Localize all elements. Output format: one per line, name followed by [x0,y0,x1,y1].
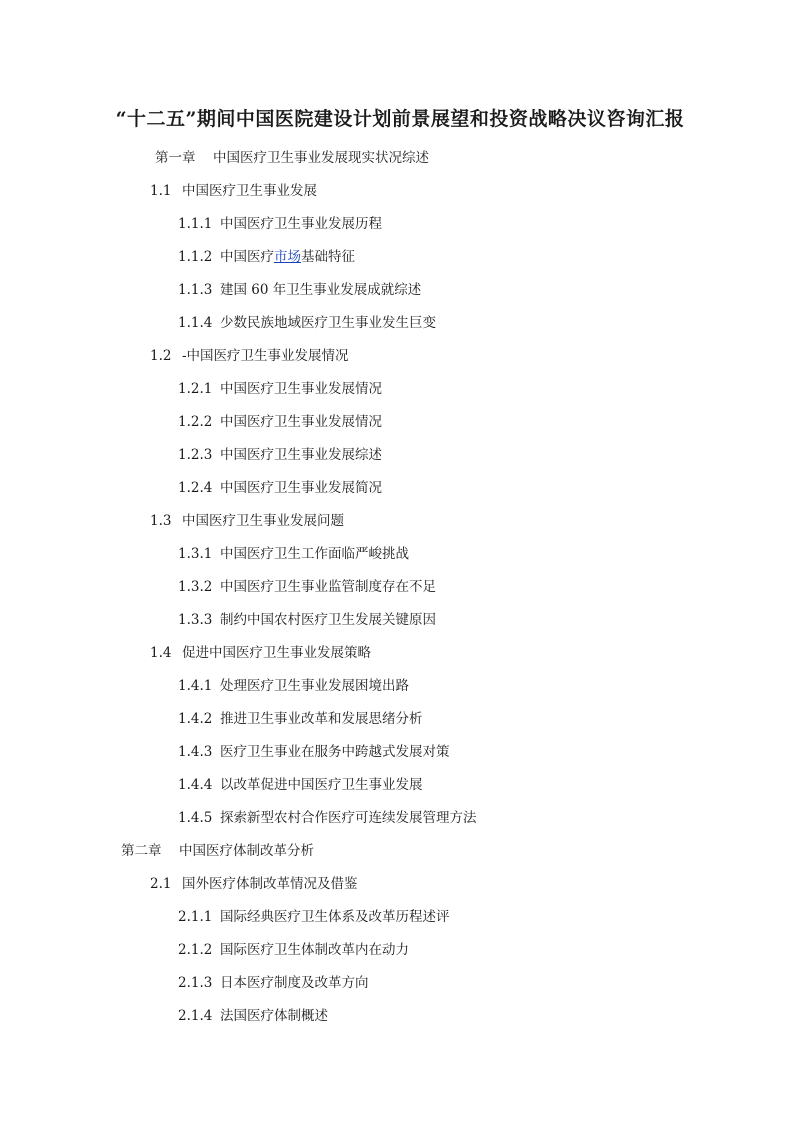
toc-text: 日本医疗制度及改革方向 [220,975,369,991]
toc-text: 中国医疗卫生事业发展简况 [220,480,382,496]
toc-subsection-1-1-4 [178,313,436,333]
toc-subsection-1-2-2 [178,412,382,432]
toc-text: 中国医疗卫生事业发展问题 [182,513,344,529]
document-title: “十二五”期间中国医院建设计划前景展望和投资战略决议咨询汇报 [115,108,685,130]
toc-subsection-1-2-3 [178,445,382,465]
toc-text: 推进卫生事业改革和发展思绪分析 [220,711,423,727]
toc-text: 中国医疗卫生事业监管制度存在不足 [220,579,436,595]
toc-number: 1.4.4 [178,777,213,793]
toc-text: 处理医疗卫生事业发展困境出路 [220,678,409,694]
toc-subsection-1-4-2 [178,709,423,729]
toc-chapter-2 [121,841,314,861]
toc-text: 中国医疗卫生事业发展历程 [220,216,382,232]
toc-text: 以改革促进中国医疗卫生事业发展 [220,777,423,793]
toc-text: 国外医疗体制改革情况及借鉴 [182,876,358,892]
toc-text: 中国医疗卫生事业发展情况 [220,414,382,430]
toc-number: 1.2.3 [178,447,213,463]
toc-number: 1.4.3 [178,744,213,760]
toc-text-after-link: 基础特征 [301,249,355,265]
toc-text: 促进中国医疗卫生事业发展策略 [182,645,371,661]
toc-number: 1.3 [150,513,172,529]
toc-section-1-4 [150,643,371,663]
toc-number: 1.1.3 [178,282,213,298]
toc-subsection-2-1-2 [178,940,409,960]
toc-subsection-2-1-1 [178,907,450,927]
toc-subsection-1-1-2 [178,247,355,267]
toc-number: 1.2.2 [178,414,213,430]
toc-subsection-1-4-1 [178,676,409,696]
toc-text: 少数民族地域医疗卫生事业发生巨变 [220,315,436,331]
toc-number: 第二章 [121,843,162,859]
toc-number: 1.1.2 [178,249,213,265]
toc-subsection-2-1-4 [178,1006,328,1026]
toc-number: 1.1 [150,183,172,199]
toc-text-before-link: 中国医疗 [220,249,274,265]
toc-number: 1.3.1 [178,546,213,562]
toc-text: 中国医疗卫生事业发展综述 [220,447,382,463]
toc-section-1-3 [150,511,344,531]
toc-text: 建国 60 年卫生事业发展成就综述 [220,282,422,298]
toc-subsection-1-1-1 [178,214,382,234]
toc-section-1-2 [150,346,349,366]
toc-subsection-1-2-4 [178,478,382,498]
toc-subsection-1-4-5 [178,808,477,828]
toc-subsection-2-1-3 [178,973,369,993]
toc-subsection-1-3-2 [178,577,436,597]
toc-subsection-1-4-3 [178,742,450,762]
toc-text: 国际医疗卫生体制改革内在动力 [220,942,409,958]
toc-subsection-1-2-1 [178,379,382,399]
toc-number: 2.1.4 [178,1008,213,1024]
toc-number: 第一章 [155,150,196,166]
toc-number: 1.4 [150,645,172,661]
toc-chapter-1 [155,148,429,168]
toc-number: 2.1.1 [178,909,213,925]
toc-text: 中国医疗卫生工作面临严峻挑战 [220,546,409,562]
toc-text: 探索新型农村合作医疗可连续发展管理方法 [220,810,477,826]
toc-text: 中国医疗卫生事业发展现实状况综述 [213,150,429,166]
toc-subsection-1-3-1 [178,544,409,564]
toc-number: 2.1.3 [178,975,213,991]
market-link[interactable]: 市场 [274,249,301,265]
toc-number: 1.2 [150,348,172,364]
toc-section-2-1 [150,874,358,894]
toc-text: 中国医疗卫生事业发展 [182,183,317,199]
toc-number: 1.4.1 [178,678,213,694]
toc-number: 2.1.2 [178,942,213,958]
toc-text: 制约中国农村医疗卫生发展关键原因 [220,612,436,628]
toc-number: 1.3.2 [178,579,213,595]
toc-subsection-1-3-3 [178,610,436,630]
toc-text: -中国医疗卫生事业发展情况 [182,348,349,364]
toc-subsection-1-1-3 [178,280,421,300]
toc-section-1-1 [150,181,317,201]
toc-number: 2.1 [150,876,172,892]
toc-number: 1.4.5 [178,810,213,826]
toc-number: 1.1.1 [178,216,213,232]
toc-number: 1.2.4 [178,480,213,496]
toc-number: 1.3.3 [178,612,213,628]
toc-number: 1.4.2 [178,711,213,727]
toc-subsection-1-4-4 [178,775,423,795]
toc-text: 国际经典医疗卫生体系及改革历程述评 [220,909,450,925]
toc-text: 医疗卫生事业在服务中跨越式发展对策 [220,744,450,760]
toc-text: 中国医疗卫生事业发展情况 [220,381,382,397]
toc-text: 法国医疗体制概述 [220,1008,328,1024]
toc-number: 1.2.1 [178,381,213,397]
toc-number: 1.1.4 [178,315,213,331]
toc-text: 中国医疗体制改革分析 [179,843,314,859]
